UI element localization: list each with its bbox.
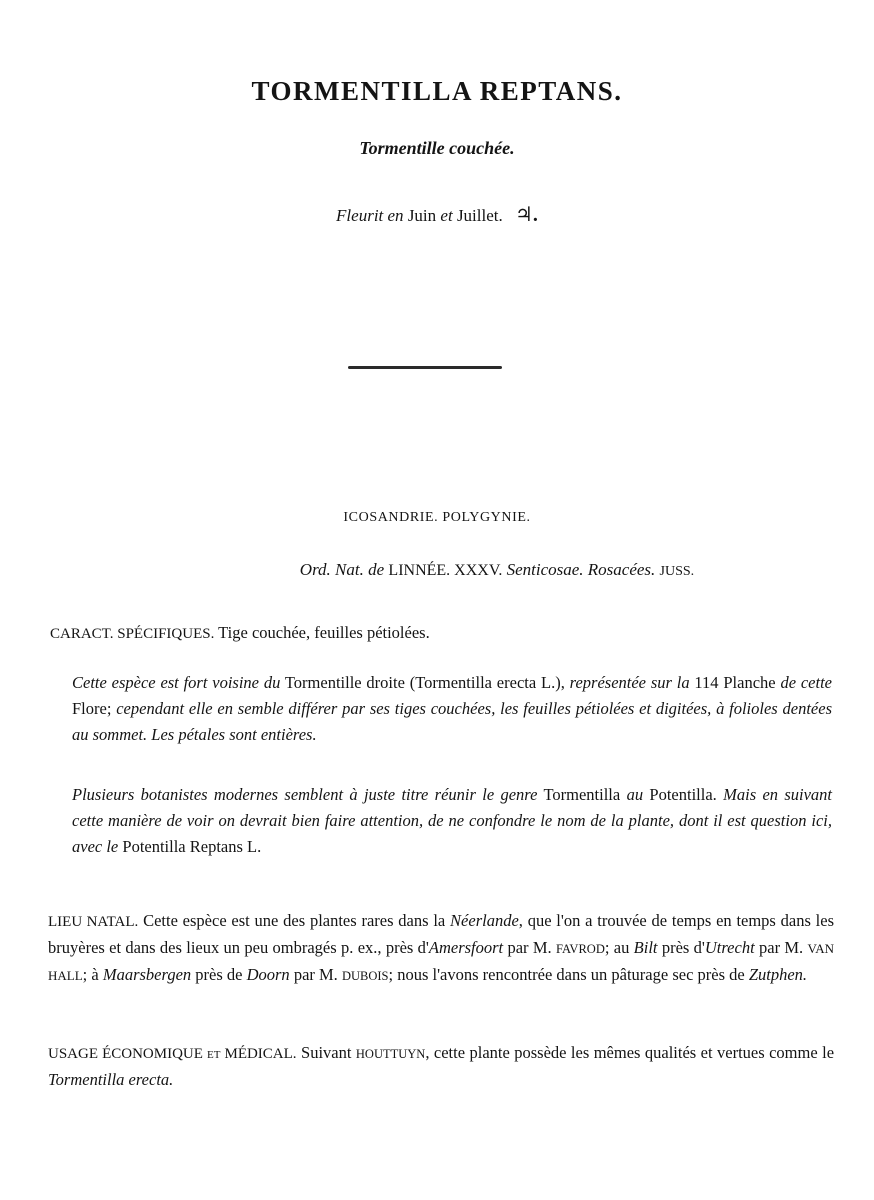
flowering-month-2: Juillet.	[456, 206, 503, 225]
page-title: TORMENTILLA REPTANS.	[251, 76, 623, 106]
native-habitat-paragraph	[48, 908, 834, 989]
lieu-place-5: Maarsbergen	[102, 965, 192, 984]
lieu-place-6: Doorn	[246, 965, 290, 984]
section-divider	[348, 366, 502, 369]
p1-c: représentée sur la	[569, 673, 690, 692]
lieu-t2: , que l'on a trouvée de temps en temps dans les bruyères et dans des lieux un peu ombragés p. ex., près d'	[48, 911, 834, 957]
flowering-month-1: Juin	[407, 206, 437, 225]
usage-t1: Suivant	[301, 1043, 352, 1062]
usage-label: USAGE ÉCONOMIQUE et MÉDICAL.	[48, 1046, 297, 1062]
description-paragraph-1	[72, 670, 832, 748]
economic-medical-use-paragraph	[48, 1040, 834, 1093]
lieu-t1: Cette espèce est une des plantes rares dans la	[143, 911, 446, 930]
usage-t2: , cette plante possède les mêmes qualités et vertues comme le	[425, 1043, 835, 1062]
flowering-line	[0, 202, 874, 227]
lieu-place-7: Zutphen.	[748, 965, 808, 984]
classification-line: ICOSANDRIE. POLYGYNIE.	[343, 510, 531, 525]
lieu-t3: par M.	[507, 938, 552, 957]
p2-e: Mais en suivant cette manière de voir on devrait bien faire attention, de ne confondre le nom de la plante, dont il est question ici, avec le	[72, 785, 833, 856]
lieu-name-3: DUBOIS	[341, 969, 389, 983]
lieu-t7: ; à	[82, 965, 99, 984]
p1-f: Flore;	[72, 699, 112, 718]
p1-a: Cette espèce est fort voisine du	[72, 673, 281, 692]
page-subtitle: Tormentille couchée.	[359, 138, 515, 158]
p1-g: cependant elle en semble différer par ses tiges couchées, les feuilles pétiolées et digitées, à folioles dentées au sommet. Les pétales sont entières.	[72, 699, 832, 744]
lieu-t6: par M.	[759, 938, 804, 957]
lieu-name-1: FAVROD	[555, 942, 605, 956]
p1-b: Tormentille droite (Tormentilla erecta L.),	[284, 673, 565, 692]
lieu-t5: près d'	[661, 938, 705, 957]
p2-d: Potentilla.	[649, 785, 717, 804]
usage-name: HOUTTUYN	[355, 1047, 426, 1061]
p2-a: Plusieurs botanistes modernes semblent à juste titre réunir le genre	[72, 785, 538, 804]
p2-b: Tormentilla	[543, 785, 621, 804]
order-jussieu: JUSS.	[659, 564, 695, 579]
order-linnaeus: LINNÉE. XXXV.	[388, 562, 503, 579]
usage-latin: Tormentilla erecta.	[48, 1070, 174, 1089]
lieu-t10: ; nous l'avons rencontrée dans un pâturage sec près de	[388, 965, 745, 984]
caract-label: CARACT. SPÉCIFIQUES.	[50, 626, 215, 642]
perennial-symbol: ♃.	[515, 204, 538, 226]
flowering-et: et	[440, 206, 453, 225]
lieu-place-1: Néerlande	[450, 911, 519, 930]
order-label: Ord. Nat. de	[299, 560, 385, 579]
lieu-place-4: Utrecht	[704, 938, 755, 957]
description-paragraph-2	[72, 782, 832, 860]
lieu-label: LIEU NATAL.	[48, 914, 139, 930]
flowering-prefix: Fleurit	[336, 206, 384, 225]
specific-characters	[50, 620, 840, 647]
lieu-place-2: Amersfoort	[428, 938, 504, 957]
p1-e: de cette	[780, 673, 832, 692]
p2-c: au	[626, 785, 644, 804]
lieu-t4: ; au	[604, 938, 630, 957]
flowering-en: en	[387, 206, 404, 225]
caract-text: Tige couchée, feuilles pétiolées.	[218, 623, 430, 642]
lieu-t8: près de	[195, 965, 243, 984]
order-senticosae: Senticosae. Rosacées.	[506, 560, 656, 579]
p1-d: 114 Planche	[694, 673, 776, 692]
p2-f: Potentilla Reptans L.	[122, 837, 262, 856]
lieu-place-3: Bilt	[633, 938, 658, 957]
lieu-name-2: VAN HALL	[48, 941, 835, 983]
lieu-t9: par M.	[293, 965, 338, 984]
natural-order-line	[60, 560, 874, 580]
